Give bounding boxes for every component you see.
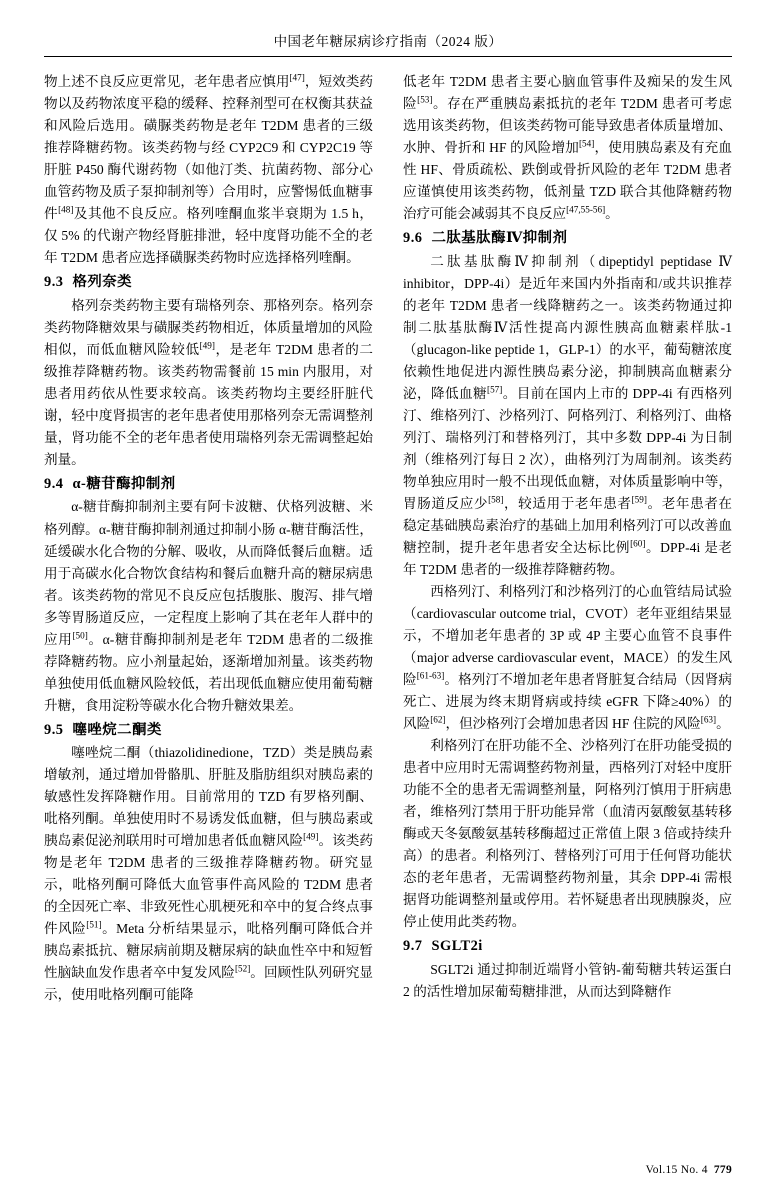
section-title: 噻唑烷二酮类 <box>72 721 162 738</box>
section-heading-9-7 <box>403 936 732 958</box>
paragraph <box>403 735 732 933</box>
paragraph-text: 利格列汀在肝功能不全、沙格列汀在肝功能受损的患者中应用时无需调整药物剂量，西格列汀对轻中度肝功能不全的患者无需调整剂量，阿格列汀慎用于肝病患者，维格列汀禁用于肝功能异常（血清丙氨酸氨基转移酶或天冬氨酸氨基转移酶超过正常值上限 3 倍或持续升高）的患者。利格列汀、替格列汀可用于任何肾功能状态的老年患者，无需调整药物剂量，其余 DPP-4i 需根据肾功能调整剂量或停用。若怀疑患者出现胰腺炎，应停止使用此类药物。 <box>403 738 732 930</box>
paragraph-text: 物上述不良反应更常见，老年患者应慎用[47]，短效类药物以及药物浓度平稳的缓释、控释剂型可在权衡其获益和风险后选用。磺脲类药物是老年 T2DM 患者的三级推荐降糖药物。该类药物与经 CYP2C9 和 CYP2C19 等肝脏 P450 酶代谢药物（如他汀类、抗菌药物、部分心血管药物及质子泵抑制剂等）合用时，应警惕低血糖事件[48]及其他不良反应。格列喹酮血浆半衰期为 1.5 h，仅 5% 的代谢产物经肾脏排泄，轻中度肾功能不全的老年 T2DM 患者应选择磺脲类药物时应选择格列喹酮。 <box>44 72 374 266</box>
paragraph <box>403 71 732 225</box>
page-number: 779 <box>713 1164 732 1176</box>
paragraph <box>403 959 732 1003</box>
paragraph-text: 低老年 T2DM 患者主要心脑血管事件及痴呆的发生风险[53]。存在严重胰岛素抵抗的老年 T2DM 患者可考虑选用该类药物，但该类药物可能导致患者体质量增加、水肿、骨折和 HF 的风险增加[54]，使用胰岛素及有充血性 HF、骨质疏松、跌倒或骨折风险的老年 T2DM 患者应谨慎使用该类药物，低剂量 TZD 联合其他降糖药物治疗可能会减弱其不良反应[47,55-56]。 <box>403 74 732 222</box>
paragraph-text: α-糖苷酶抑制剂主要有阿卡波糖、伏格列波糖、米格列醇。α-糖苷酶抑制剂通过抑制小肠 α-糖苷酶活性，延缓碳水化合物的分解、吸收，从而降低餐后血糖。适用于高碳水化合物饮食结构和餐后血糖升高的糖尿病患者。该类药物的常见不良反应包括腹胀、腹泻、排气增多等胃肠道反应，一定程度上影响了其在老年人群中的应用[50]。α-糖苷酶抑制剂是老年 T2DM 患者的二级推荐降糖药物。应小剂量起始，逐渐增加剂量。该类药物单独使用低血糖风险较低，若出现低血糖应使用葡萄糖升糖，食用淀粉等碳水化合物升糖效果差。 <box>44 499 374 713</box>
paragraph-text: SGLT2i 通过抑制近端肾小管钠-葡萄糖共转运蛋白 2 的活性增加尿葡萄糖排泄，从而达到降糖作 <box>403 961 732 999</box>
section-number: 9.7 <box>403 938 423 955</box>
section-number: 9.4 <box>44 475 64 492</box>
section-number: 9.3 <box>44 274 64 291</box>
section-title: 二肽基肽酶Ⅳ抑制剂 <box>431 230 568 247</box>
header-rule <box>44 56 732 57</box>
paragraph <box>403 251 732 581</box>
right-column <box>403 71 732 1131</box>
section-number: 9.6 <box>403 230 423 247</box>
paragraph <box>44 496 373 716</box>
section-heading-9-6 <box>403 228 732 250</box>
section-heading-9-4 <box>44 474 373 496</box>
paragraph <box>44 295 373 471</box>
left-column <box>44 71 373 1131</box>
paragraph-text: 格列奈类药物主要有瑞格列奈、那格列奈。格列奈类药物降糖效果与磺脲类药物相近，体质量增加的风险相似，而低血糖风险较低[49]，是老年 T2DM 患者的二级推荐降糖药物。该类药物需餐前 15 min 内服用，对患者用药依从性要求较高。该类药物均主要经肝脏代谢，轻中度肾损害的老年患者使用那格列奈无需调整剂量，肾功能不全的老年患者使用瑞格列奈无需调整起始剂量。 <box>44 297 373 467</box>
paragraph <box>44 71 373 269</box>
section-title: α-糖苷酶抑制剂 <box>72 475 176 492</box>
section-heading-9-5 <box>44 720 373 742</box>
paragraph <box>403 581 732 735</box>
section-title: 格列奈类 <box>72 274 133 291</box>
two-column-body <box>44 71 732 1131</box>
paragraph-text: 噻唑烷二酮（thiazolidinedione，TZD）类是胰岛素增敏剂，通过增加骨骼肌、肝脏及脂肪组织对胰岛素的敏感性发挥降糖作用。目前常用的 TZD 有罗格列酮、吡格列酮。单独使用时不易诱发低血糖，但与胰岛素或胰岛素促泌剂联用时可增加患者低血糖风险[49]。该类药物是老年 T2DM 患者的三级推荐降糖药物。研究显示，吡格列酮可降低大血管事件高风险的 T2DM 患者的全因死亡率、非致死性心肌梗死和卒中的复合终点事件风险[51]。Meta 分析结果显示，吡格列酮可降低合并胰岛素抵抗、糖尿病前期及糖尿病的缺血性卒中和短暂性脑缺血发作患者卒中复发风险[52]。回顾性队列研究显示，使用吡格列酮可能降 <box>44 745 374 1003</box>
section-number: 9.5 <box>44 721 64 738</box>
running-head: 中国老年糖尿病诊疗指南（2024 版） <box>273 34 503 49</box>
section-heading-9-3 <box>44 272 373 294</box>
paragraph <box>44 742 373 1006</box>
paragraph-text: 西格列汀、利格列汀和沙格列汀的心血管结局试验（cardiovascular outcome trial，CVOT）老年亚组结果显示，不增加老年患者的 3P 或 4P 主要心血管不良事件（major adverse cardiovascular event，MACE）的发生风险[61-63]。格列汀不增加老年患者肾脏复合结局（因肾病死亡、进展为终末期肾病或持续 eGFR 下降≥40%）的风险[62]，但沙格列汀会增加患者因 HF 住院的风险[63]。 <box>403 583 732 732</box>
page-footer <box>646 1164 732 1176</box>
section-title: SGLT2i <box>431 938 483 955</box>
paragraph-text: 二肽基肽酶Ⅳ抑制剂（dipeptidyl peptidase Ⅳ inhibitor，DPP-4i）是近年来国内外指南和/或共识推荐的老年 T2DM 患者一线降糖药之一。该类药物通过抑制二肽基肽酶Ⅳ活性提高内源性胰高血糖素样肽-1（glucagon-like peptide 1，GLP-1）的水平，葡萄糖浓度依赖性地促进内源性胰岛素分泌，抑制胰高血糖素分泌，降低血糖[57]。目前在国内上市的 DPP-4i 有西格列汀、维格列汀、沙格列汀、阿格列汀、利格列汀、曲格列汀、瑞格列汀和替格列汀，其中多数 DPP-4i 为日制剂（维格列汀每日 2 次），曲格列汀为周制剂。该类药物单独应用时一般不出现低血糖，对体质量影响中等，胃肠道反应少[58]，较适用于老年患者[59]。老年患者在稳定基础胰岛素治疗的基础上加用利格列汀可以改善血糖控制，提升老年患者安全达标比例[60]。DPP-4i 是老年 T2DM 患者的一级推荐降糖药物。 <box>403 253 733 577</box>
volume-issue: Vol.15 No. 4 <box>645 1164 708 1176</box>
